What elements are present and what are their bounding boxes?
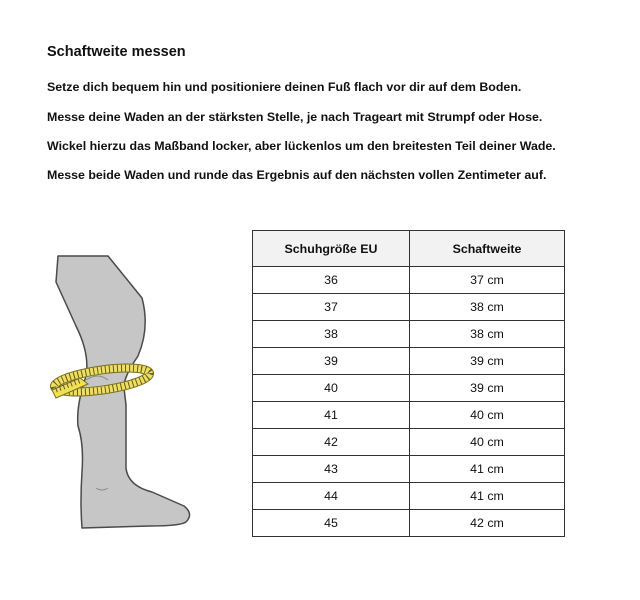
column-header-shaft-width: Schaftweite [410, 231, 565, 267]
table-row [253, 375, 565, 402]
instruction-3: Wickel hierzu das Maßband locker, aber lückenlos um den breitesten Teil deiner Wade. [47, 139, 556, 153]
page-title: Schaftweite messen [47, 44, 186, 60]
table-row [253, 456, 565, 483]
table-header-row [253, 231, 565, 267]
shaft-width-cell: 42 cm [410, 510, 565, 537]
shoe-size-cell: 41 [253, 402, 410, 429]
table-row [253, 483, 565, 510]
shoe-size-cell: 43 [253, 456, 410, 483]
instruction-4: Messe beide Waden und runde das Ergebnis auf den nächsten vollen Zentimeter auf. [47, 168, 547, 182]
table-row [253, 348, 565, 375]
shoe-size-cell: 42 [253, 429, 410, 456]
shoe-size-cell: 39 [253, 348, 410, 375]
table-row [253, 321, 565, 348]
shaft-width-cell: 38 cm [410, 294, 565, 321]
shaft-width-cell: 37 cm [410, 267, 565, 294]
shaft-width-cell: 39 cm [410, 375, 565, 402]
shaft-width-cell: 41 cm [410, 483, 565, 510]
shaft-width-cell: 38 cm [410, 321, 565, 348]
table-row [253, 510, 565, 537]
column-header-shoe-size: Schuhgröße EU [253, 231, 410, 267]
shoe-size-cell: 44 [253, 483, 410, 510]
shaft-width-cell: 40 cm [410, 402, 565, 429]
instruction-1: Setze dich bequem hin und positioniere deinen Fuß flach vor dir auf dem Boden. [47, 80, 522, 94]
shaft-width-cell: 40 cm [410, 429, 565, 456]
shoe-size-cell: 40 [253, 375, 410, 402]
shoe-size-cell: 36 [253, 267, 410, 294]
table-row [253, 294, 565, 321]
shoe-size-cell: 38 [253, 321, 410, 348]
table-row [253, 429, 565, 456]
table-row [253, 402, 565, 429]
shoe-size-cell: 45 [253, 510, 410, 537]
size-table [252, 230, 565, 537]
table-row [253, 267, 565, 294]
shaft-width-cell: 41 cm [410, 456, 565, 483]
leg-with-measuring-tape-icon [30, 230, 220, 560]
shoe-size-cell: 37 [253, 294, 410, 321]
shaft-width-cell: 39 cm [410, 348, 565, 375]
instruction-2: Messe deine Waden an der stärksten Stelle, je nach Trageart mit Strumpf oder Hose. [47, 110, 543, 124]
